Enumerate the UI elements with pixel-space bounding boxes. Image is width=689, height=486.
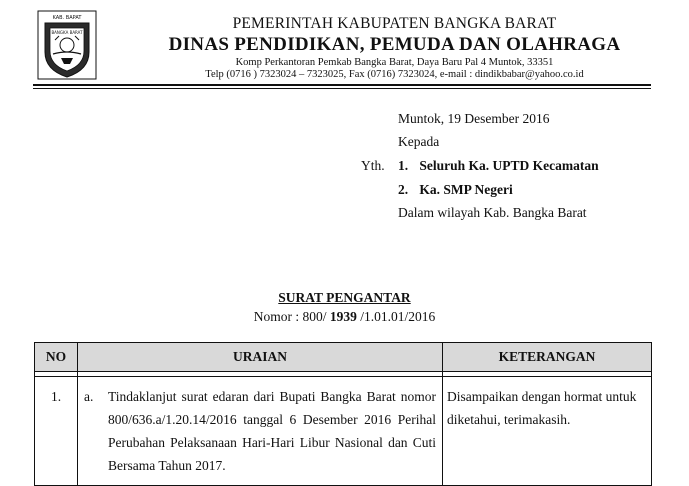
document-number-prefix: Nomor : 800/ [253, 309, 330, 324]
cover-letter-table [34, 342, 652, 486]
table-header-row [35, 343, 652, 372]
header-no: NO [35, 343, 78, 372]
document-number-value: 1939 [329, 309, 357, 324]
department-name: DINAS PENDIDIKAN, PEMUDA DAN OLAHRAGA [168, 34, 621, 55]
yth-label: Yth. [361, 158, 385, 173]
document-number-suffix: /1.01.01/2016 [356, 309, 436, 324]
recipient-name: Ka. SMP Negeri [419, 182, 513, 197]
government-name: PEMERINTAH KABUPATEN BANGKA BARAT [232, 15, 557, 32]
regency-emblem-icon [37, 10, 97, 80]
description-item [82, 385, 438, 477]
recipient-number: 2. [398, 182, 409, 197]
recipient-number: 1. [398, 158, 409, 173]
office-contact: Telp (0716 ) 7323024 – 7323025, Fax (0716) 7323024, e-mail : dindikbabar@yahoo.co.id [205, 69, 584, 80]
letterhead-divider-thin [33, 88, 651, 89]
item-letter: a. [84, 389, 94, 404]
recipient-region: Dalam wilayah Kab. Bangka Barat [398, 205, 587, 220]
header-description: URAIAN [78, 343, 443, 372]
row-notes: Disampaikan dengan hormat untuk diketahui, terimakasih. [443, 377, 652, 486]
item-text: Tindaklanjut surat edaran dari Bupati Bangka Barat nomor 800/636.a/1.20.14/2016 tanggal 6 Desember 2016 Perihal Perubahan Pelaksanaan Hari-Hari Libur Nasional dan Cuti Bersama Tahun 2017. [108, 389, 436, 473]
recipient-item [398, 182, 513, 198]
table-row [35, 377, 652, 486]
place-date: Muntok, 19 Desember 2016 [398, 111, 550, 126]
recipient-name: Seluruh Ka. UPTD Kecamatan [419, 158, 599, 173]
emblem-inner-text: BANGKA BARAT [51, 30, 83, 35]
document-title: SURAT PENGANTAR [278, 290, 411, 305]
letterhead-divider [33, 84, 651, 86]
header-notes: KETERANGAN [443, 343, 652, 372]
to-label: Kepada [398, 134, 440, 149]
emblem-top-text: KAB. BAPAT [52, 15, 82, 21]
row-number: 1. [35, 377, 78, 486]
row-description [78, 377, 443, 486]
recipient-item [398, 158, 599, 174]
document-number [0, 309, 689, 325]
office-address: Komp Perkantoran Pemkab Bangka Barat, Daya Baru Pal 4 Muntok, 33351 [235, 57, 554, 68]
